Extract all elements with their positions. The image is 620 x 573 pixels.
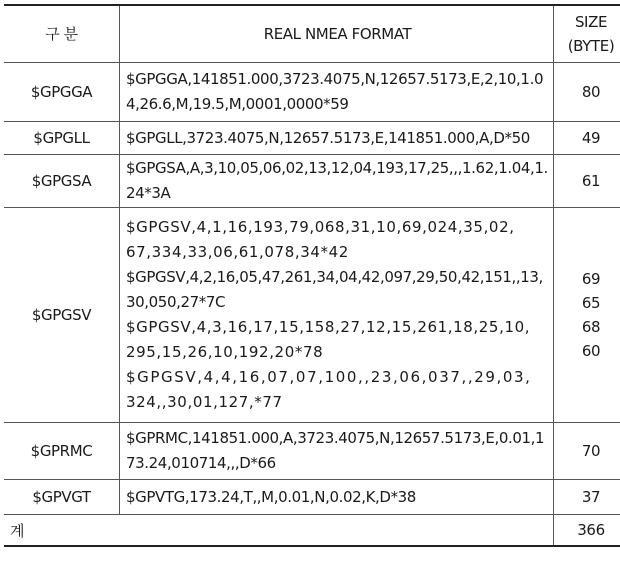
table-total-row xyxy=(4,515,620,547)
table-row-gpgga xyxy=(4,63,620,122)
row-format xyxy=(120,423,554,480)
row-type: $GPRMC xyxy=(4,423,120,480)
header-size-line1: SIZE xyxy=(574,13,608,31)
format-line: 4,26.6,M,19.5,M,0001,0000*59 xyxy=(126,95,349,113)
size-value: 68 xyxy=(581,318,601,336)
format-line: 67,334,33,06,61,078,34*42 xyxy=(126,243,349,261)
total-size: 366 xyxy=(554,515,620,547)
table-row-gpgll xyxy=(4,122,620,155)
format-line: $GPGSV,4,3,16,17,15,158,27,12,15,261,18,25,10, xyxy=(126,318,531,336)
table-header-row xyxy=(4,5,620,63)
format-line: $GPGGA,141851.000,3723.4075,N,12657.5173,E,2,10,1.0 xyxy=(126,70,544,88)
size-value: 60 xyxy=(581,342,601,360)
size-value: 65 xyxy=(581,294,601,312)
total-label: 계 xyxy=(4,515,554,547)
row-type: $GPGSA xyxy=(4,155,120,208)
header-size xyxy=(554,5,620,63)
row-format xyxy=(120,63,554,122)
format-line: $GPGLL,3723.4075,N,12657.5173,E,141851.000,A,D*50 xyxy=(126,128,530,147)
table-row-gpgsa xyxy=(4,155,620,208)
format-line: $GPGSV,4,4,16,07,07,100,,23,06,037,,29,03, xyxy=(126,368,532,386)
format-line: 295,15,26,10,192,20*78 xyxy=(126,343,324,361)
size-value: 69 xyxy=(581,270,601,288)
format-line: $GPGSA,A,3,10,05,06,02,13,12,04,193,17,25,,,1.62,1.04,1. xyxy=(126,159,548,177)
format-line: $GPGSV,4,1,16,193,79,068,31,10,69,024,35,02, xyxy=(126,218,515,236)
header-size-line2: (BYTE) xyxy=(567,37,615,55)
row-type: $GPGLL xyxy=(4,122,120,155)
format-line: $GPVTG,173.24,T,,M,0.01,N,0.02,K,D*38 xyxy=(126,487,416,506)
row-format xyxy=(120,480,554,515)
row-format xyxy=(120,208,554,423)
format-line: $GPGSV,4,2,16,05,47,261,34,04,42,097,29,50,42,151,,13, xyxy=(126,268,543,286)
format-line: 24*3A xyxy=(126,184,171,202)
table-row-gprmc xyxy=(4,423,620,480)
row-size: 70 xyxy=(554,423,620,480)
format-line: $GPRMC,141851.000,A,3723.4075,N,12657.5173,E,0.01,1 xyxy=(126,429,545,447)
format-line: 324,,30,01,127,*77 xyxy=(126,393,283,411)
table-row-gpvgt xyxy=(4,480,620,515)
row-size: 61 xyxy=(554,155,620,208)
row-format xyxy=(120,122,554,155)
nmea-format-table xyxy=(4,4,620,547)
row-type: $GPGGA xyxy=(4,63,120,122)
row-type: $GPVGT xyxy=(4,480,120,515)
header-type: 구 분 xyxy=(4,5,120,63)
row-format xyxy=(120,155,554,208)
row-size: 80 xyxy=(554,63,620,122)
row-type: $GPGSV xyxy=(4,208,120,423)
header-format: REAL NMEA FORMAT xyxy=(120,5,554,63)
table-row-gpgsv xyxy=(4,208,620,423)
row-size xyxy=(554,208,620,423)
row-size: 37 xyxy=(554,480,620,515)
format-line: 30,050,27*7C xyxy=(126,293,226,311)
format-line: 73.24,010714,,,D*66 xyxy=(126,454,276,472)
row-size: 49 xyxy=(554,122,620,155)
